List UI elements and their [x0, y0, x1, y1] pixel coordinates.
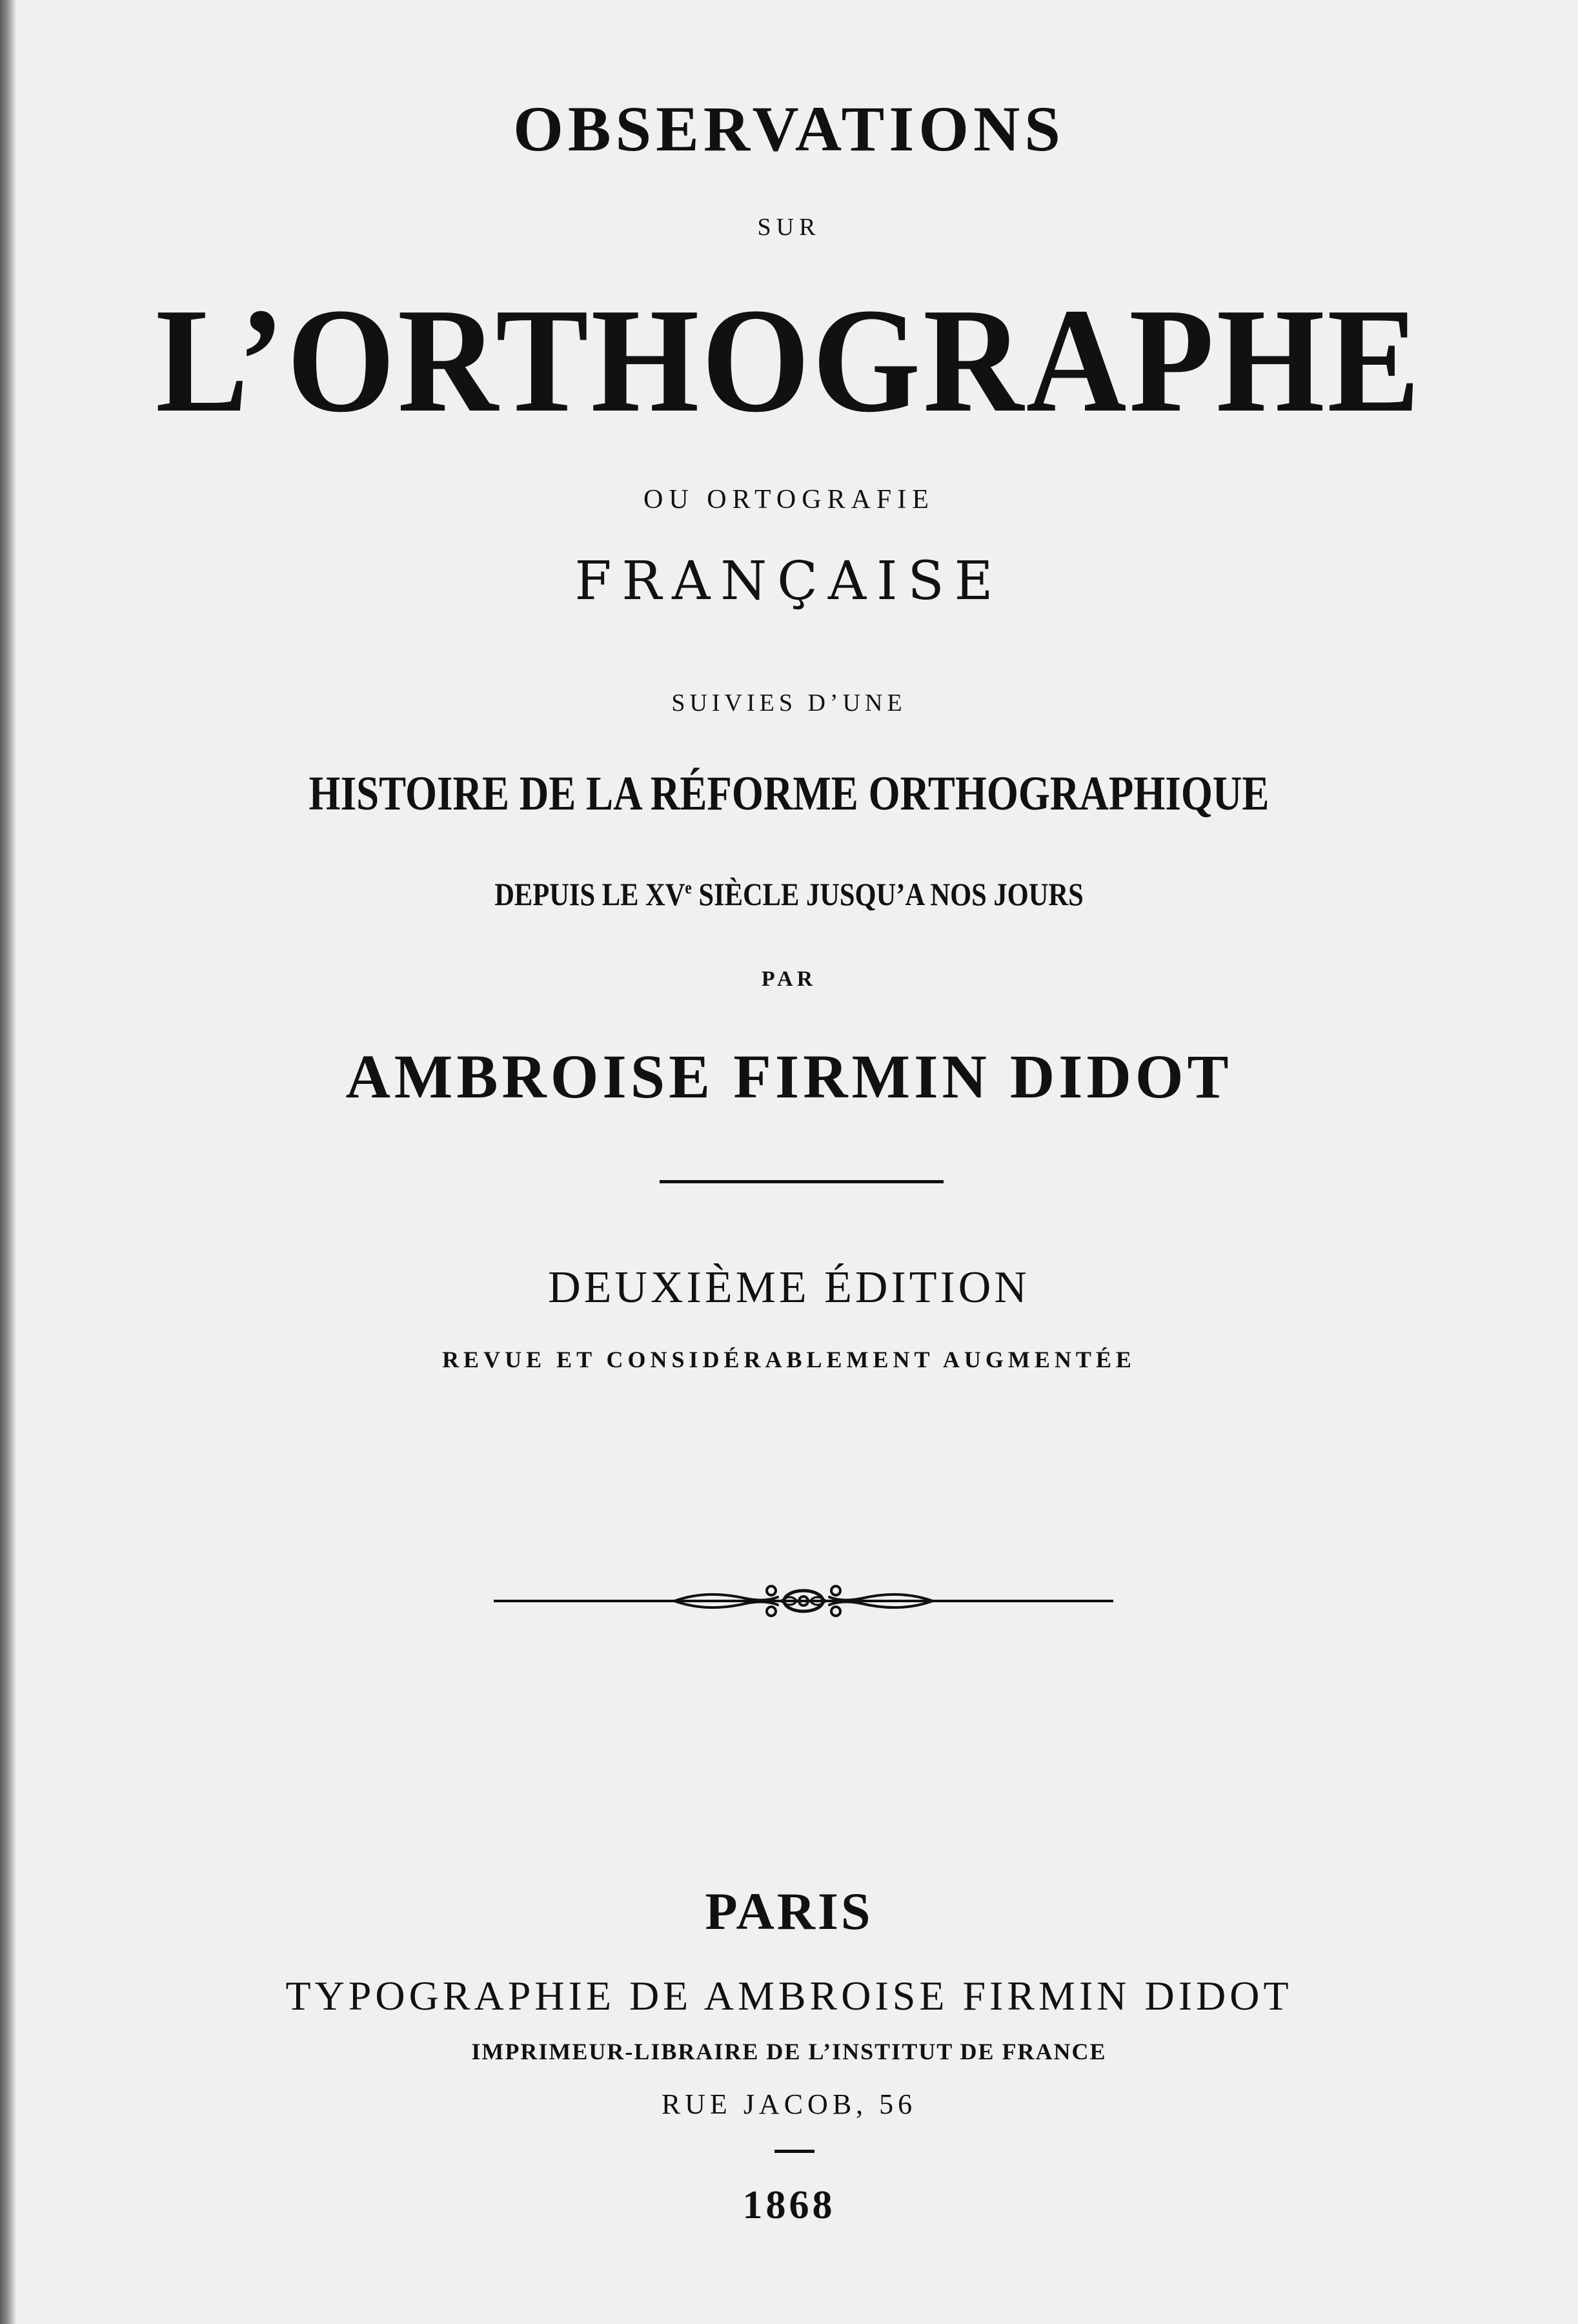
imprint-role: IMPRIMEUR-LIBRAIRE DE L’INSTITUT DE FRANCE: [471, 2039, 1107, 2064]
edition-name: DEUXIÈME ÉDITION: [548, 1263, 1030, 1312]
imprint-address: RUE JACOB, 56: [661, 2088, 917, 2120]
separator-rule: [660, 1180, 944, 1183]
title-sur: SUR: [757, 214, 821, 241]
ornament-flourish: [494, 1575, 1113, 1627]
ordinal-superscript: e: [685, 877, 692, 898]
by-label: PAR: [761, 967, 817, 991]
edition-note: REVUE ET CONSIDÉRABLEMENT AUGMENTÉE: [442, 1347, 1136, 1372]
title-suivies: SUIVIES D’UNE: [671, 689, 907, 717]
title-main: L’ORTHOGRAPHE: [156, 278, 1422, 443]
imprint-publisher: TYPOGRAPHIE DE AMBROISE FIRMIN DIDOT: [285, 1973, 1293, 2019]
imprint-year: 1868: [742, 2183, 836, 2227]
subtitle-histoire: HISTOIRE DE LA RÉFORME ORTHOGRAPHIQUE: [309, 767, 1269, 821]
author-name: AMBROISE FIRMIN DIDOT: [345, 1042, 1233, 1111]
subtitle-depuis-start: DEPUIS LE XV: [494, 876, 685, 912]
title-ou-ortografie: OU ORTOGRAFIE: [643, 485, 935, 515]
imprint-city: PARIS: [705, 1882, 873, 1941]
imprint-dash: [774, 2150, 814, 2153]
title-observations: OBSERVATIONS: [513, 93, 1065, 165]
title-francaise: FRANÇAISE: [574, 551, 1004, 612]
subtitle-depuis: [118, 878, 1459, 910]
subtitle-depuis-end: SIÈCLE JUSQU’A NOS JOURS: [691, 876, 1084, 912]
